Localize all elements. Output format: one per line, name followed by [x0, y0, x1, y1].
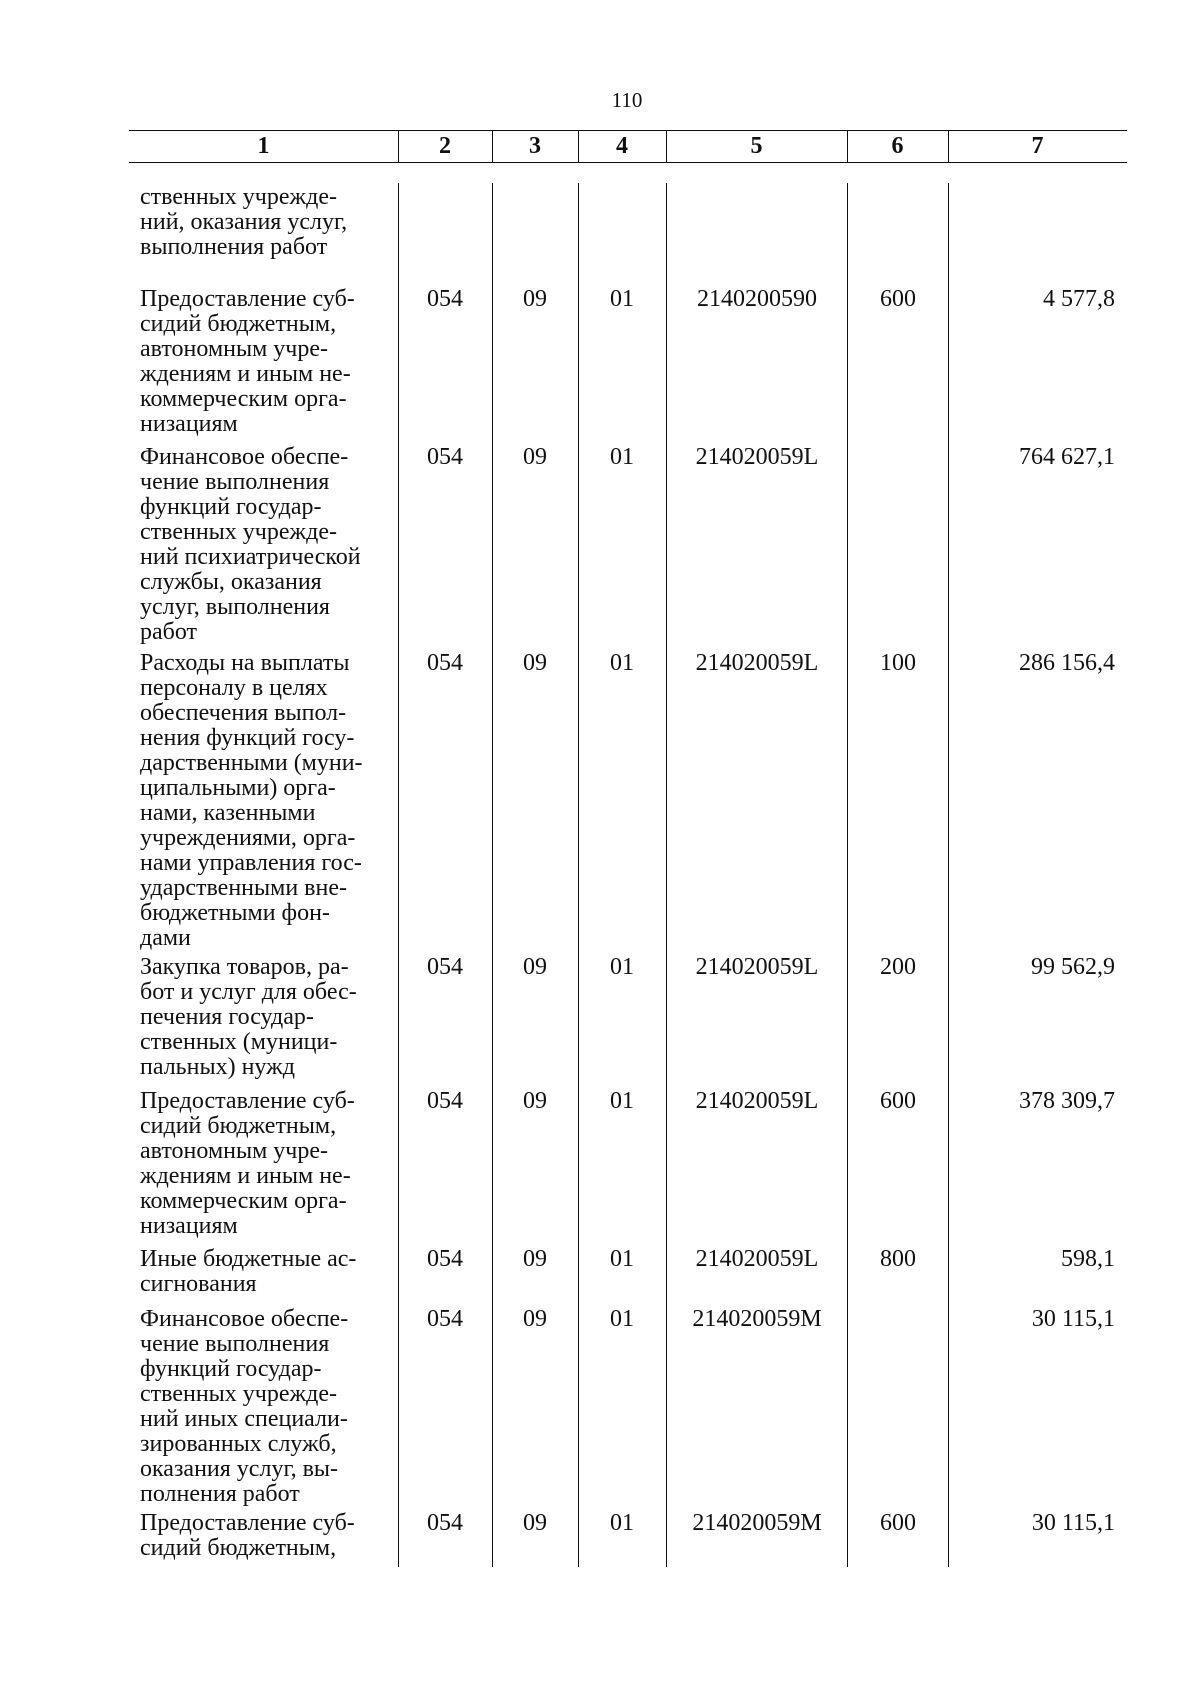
section-code: 09 [523, 1246, 547, 1272]
admin-code: 054 [427, 954, 463, 980]
row-description: Финансовое обеспе- чение выполнения функций государ- ственных учрежде- ний психиатрической службы, оказания услуг, выполнения работ [140, 444, 361, 645]
section-code: 09 [523, 1306, 547, 1332]
admin-code: 054 [427, 1510, 463, 1536]
admin-code: 054 [427, 1306, 463, 1332]
column-header-1: 1 [257, 133, 270, 159]
row-description: Расходы на выплаты персоналу в целях обеспечения выпол- нения функций госу- дарственными (муни- ципальными) орга- нами, казенными учреждениями, орга- нами управления гос- ударственными вне- бюджетными фон- дами [140, 650, 363, 951]
subsection-code: 01 [610, 1088, 634, 1114]
row-description: Предоставление суб- сидий бюджетным, [140, 1510, 355, 1561]
table-header-bottom-rule [129, 162, 1127, 163]
expense-type-code: 100 [880, 650, 916, 676]
amount: 378 309,7 [1019, 1088, 1115, 1114]
column-header-2: 2 [439, 133, 451, 159]
admin-code: 054 [427, 1246, 463, 1272]
expense-type-code: 800 [880, 1246, 916, 1272]
column-header-5: 5 [750, 133, 763, 159]
column-divider [492, 183, 493, 1567]
column-divider [666, 183, 667, 1567]
column-divider [847, 183, 848, 1567]
amount: 286 156,4 [1019, 650, 1115, 676]
column-divider [578, 183, 579, 1567]
target-item-code: 2140200590 [697, 286, 817, 312]
section-code: 09 [523, 286, 547, 312]
subsection-code: 01 [610, 1306, 634, 1332]
subsection-code: 01 [610, 286, 634, 312]
target-item-code: 214020059M [692, 1510, 822, 1536]
subsection-code: 01 [610, 650, 634, 676]
expense-type-code: 600 [880, 1510, 916, 1536]
section-code: 09 [523, 1088, 547, 1114]
column-header-3: 3 [529, 133, 541, 159]
expense-type-code: 600 [880, 1088, 916, 1114]
row-description: Финансовое обеспе- чение выполнения функций государ- ственных учрежде- ний иных специали- зированных служб, оказания услуг, вы- полнения работ [140, 1306, 349, 1507]
subsection-code: 01 [610, 1246, 634, 1272]
section-code: 09 [523, 650, 547, 676]
target-item-code: 214020059L [695, 444, 819, 470]
target-item-code: 214020059L [695, 650, 819, 676]
section-code: 09 [523, 444, 547, 470]
column-header-4: 4 [616, 133, 628, 159]
target-item-code: 214020059L [695, 1246, 819, 1272]
admin-code: 054 [427, 1088, 463, 1114]
expense-type-code: 200 [880, 954, 916, 980]
target-item-code: 214020059L [695, 954, 819, 980]
target-item-code: 214020059M [692, 1306, 822, 1332]
section-code: 09 [523, 954, 547, 980]
subsection-code: 01 [610, 1510, 634, 1536]
row-description: Предоставление суб- сидий бюджетным, автономным учре- ждениям и иным не- коммерческим орга- низациям [140, 286, 355, 437]
subsection-code: 01 [610, 444, 634, 470]
row-description: ственных учрежде- ний, оказания услуг, выполнения работ [140, 184, 348, 260]
amount: 764 627,1 [1019, 444, 1115, 470]
section-code: 09 [523, 1510, 547, 1536]
subsection-code: 01 [610, 954, 634, 980]
amount: 30 115,1 [1031, 1510, 1115, 1536]
admin-code: 054 [427, 444, 463, 470]
column-divider [948, 183, 949, 1567]
page-number: 110 [611, 88, 643, 112]
target-item-code: 214020059L [695, 1088, 819, 1114]
row-description: Закупка товаров, ра- бот и услуг для обес- печения государ- ственных (муници- пальных) нужд [140, 954, 357, 1080]
column-header-7: 7 [1031, 133, 1044, 159]
column-divider [398, 183, 399, 1567]
admin-code: 054 [427, 286, 463, 312]
row-description: Предоставление суб- сидий бюджетным, автономным учре- ждениям и иным не- коммерческим орга- низациям [140, 1088, 355, 1239]
admin-code: 054 [427, 650, 463, 676]
amount: 99 562,9 [1031, 954, 1115, 980]
amount: 30 115,1 [1031, 1306, 1115, 1332]
column-header-6: 6 [891, 133, 904, 159]
amount: 598,1 [1061, 1246, 1115, 1272]
expense-type-code: 600 [880, 286, 916, 312]
amount: 4 577,8 [1043, 286, 1115, 312]
row-description: Иные бюджетные ас- сигнования [140, 1246, 357, 1297]
